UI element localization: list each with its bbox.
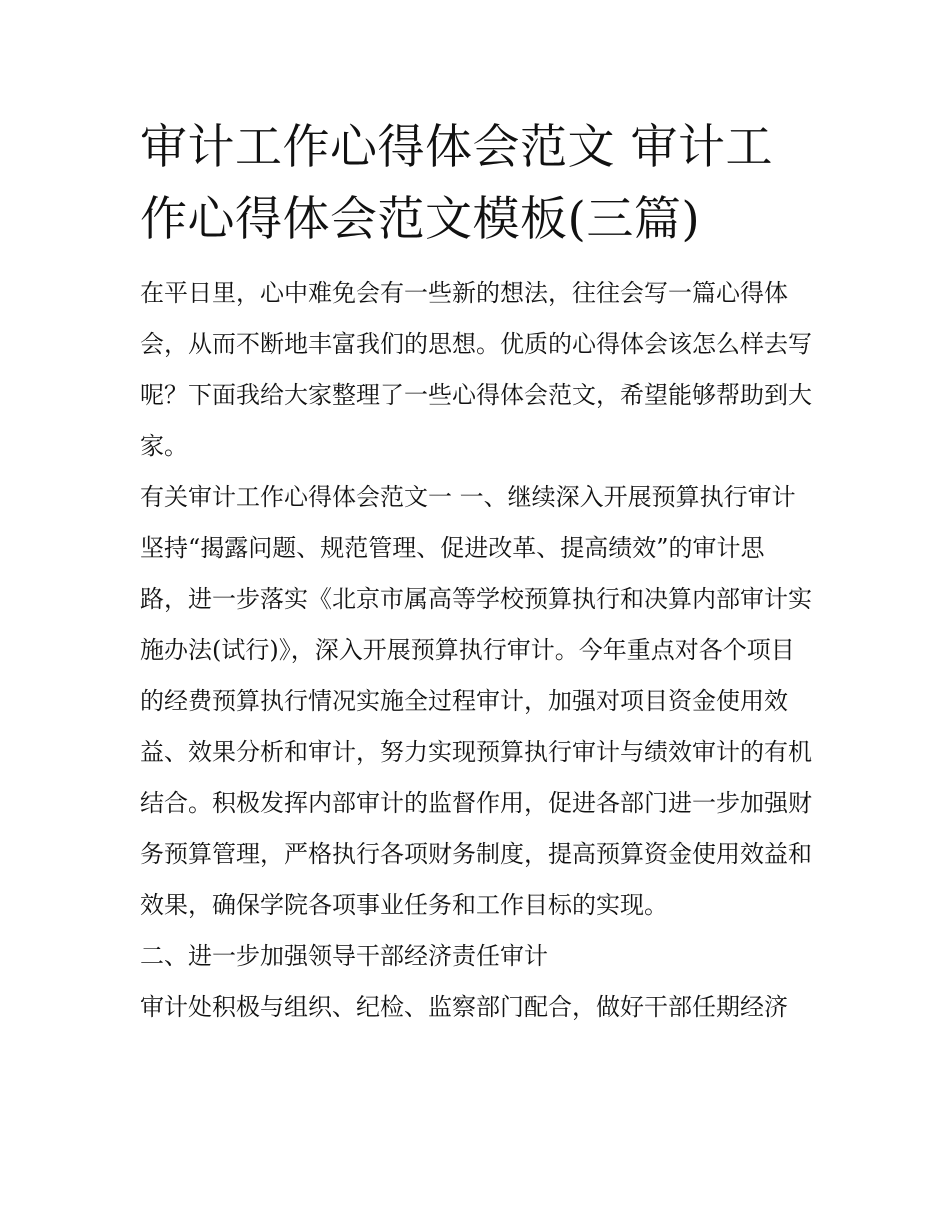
- body-paragraph-1: 坚持“揭露问题、规范管理、促进改革、提高绩效”的审计思路，进一步落实《北京市属高等学校预算执行和决算内部审计实施办法(试行)》，深入开展预算执行审计。今年重点对各个项目的经费预算执行情况实施全过程审计，加强对项目资金使用效益、效果分析和审计，努力实现预算执行审计与绩效审计的有机结合。积极发挥内部审计的监督作用，促进各部门进一步加强财务预算管理，严格执行各项财务制度，提高预算资金使用效益和效果，确保学院各项事业任务和工作目标的实现。: [140, 534, 812, 919]
- section-heading-2: 二、进一步加强领导干部经济责任审计: [140, 942, 548, 970]
- intro-paragraph: 在平日里，心中难免会有一些新的想法，往往会写一篇心得体会，从而不断地丰富我们的思想。优质的心得体会该怎么样去写呢？下面我给大家整理了一些心得体会范文，希望能够帮助到大家。: [140, 279, 812, 460]
- document-title: 审计工作心得体会范文 审计工作心得体会范文模板(三篇): [140, 120, 773, 247]
- section-heading-1: 有关审计工作心得体会范文一 一、继续深入开展预算执行审计: [140, 483, 796, 511]
- body-paragraph-2: 审计处积极与组织、纪检、监察部门配合，做好干部任期经济: [140, 993, 788, 1021]
- document-body: [140, 112, 812, 1033]
